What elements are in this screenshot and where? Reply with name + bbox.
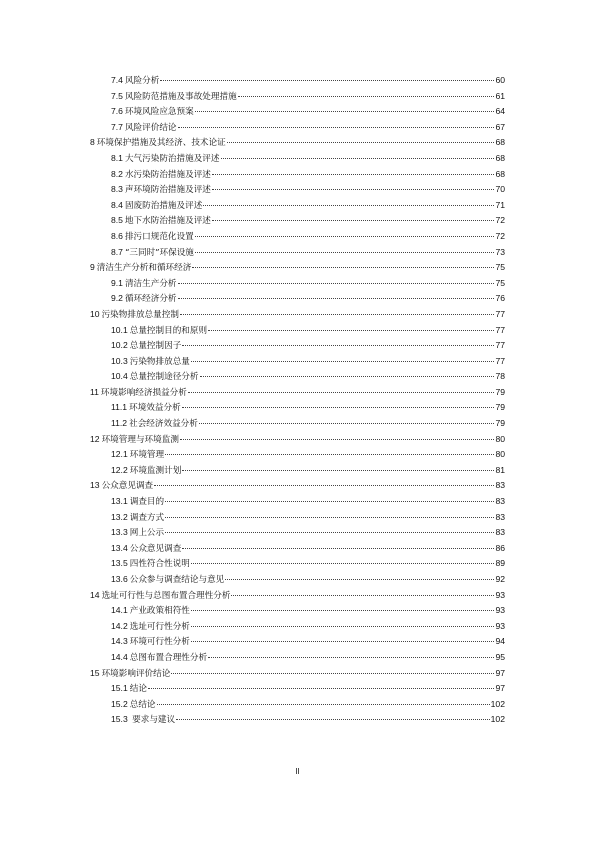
dot-leader bbox=[191, 563, 495, 564]
toc-entry-text: 环境保护措施及其经济、技术论证 bbox=[96, 138, 226, 149]
dot-leader bbox=[171, 673, 494, 674]
toc-entry-title bbox=[111, 338, 181, 355]
dot-leader bbox=[165, 532, 494, 533]
toc-entry-number: 14.3 bbox=[111, 636, 128, 647]
toc-entry-title bbox=[111, 323, 207, 340]
dot-leader bbox=[191, 361, 495, 362]
toc-entry[interactable] bbox=[90, 681, 505, 697]
toc-entry[interactable] bbox=[90, 213, 505, 229]
toc-entry-number: 9 bbox=[90, 262, 95, 273]
dot-leader bbox=[178, 298, 495, 299]
toc-entry-page: 89 bbox=[495, 558, 505, 569]
toc-entry-number: 10.3 bbox=[111, 355, 128, 366]
toc-entry-title bbox=[111, 89, 237, 106]
toc-entry-text: 总量控制因子 bbox=[129, 341, 182, 352]
toc-entry-number: 15.1 bbox=[111, 683, 128, 694]
toc-entry-number: 8.7 bbox=[111, 246, 123, 257]
toc-entry-number: 8.4 bbox=[111, 199, 123, 210]
toc-entry-title bbox=[111, 73, 159, 90]
toc-entry-text: 清洁生产分析和循环经济 bbox=[96, 263, 192, 274]
toc-entry[interactable] bbox=[90, 229, 505, 245]
toc-entry[interactable] bbox=[90, 697, 505, 713]
toc-entry[interactable] bbox=[90, 556, 505, 572]
toc-entry-page: 79 bbox=[495, 402, 505, 413]
toc-entry-text: 环境管理 bbox=[129, 450, 165, 461]
toc-entry-title bbox=[111, 354, 190, 371]
toc-entry[interactable] bbox=[90, 135, 505, 151]
toc-entry-page: 61 bbox=[495, 90, 505, 101]
toc-entry-text: 环境影响经济损益分析 bbox=[100, 387, 187, 398]
toc-entry-number: 7.4 bbox=[111, 75, 123, 85]
toc-entry-title bbox=[90, 385, 187, 402]
toc-entry-title bbox=[111, 245, 194, 262]
toc-entry-text: 水污染防治措施及评述 bbox=[124, 169, 211, 180]
toc-entry-title bbox=[111, 634, 190, 651]
toc-entry-page: 72 bbox=[495, 215, 505, 226]
page-number: II bbox=[295, 767, 300, 776]
toc-entry-page: 93 bbox=[495, 605, 505, 616]
toc-entry-page: 60 bbox=[495, 75, 505, 85]
dot-leader bbox=[182, 470, 494, 471]
dot-leader bbox=[191, 610, 495, 611]
toc-entry-number: 10.4 bbox=[111, 371, 128, 382]
toc-entry-title bbox=[111, 182, 211, 199]
toc-entry-number: 10 bbox=[90, 308, 100, 319]
toc-entry-page: 75 bbox=[495, 262, 505, 273]
toc-entry-title bbox=[111, 603, 190, 620]
toc-entry-page: 72 bbox=[495, 230, 505, 241]
toc-entry-title bbox=[111, 681, 147, 698]
toc-entry-title bbox=[111, 291, 177, 308]
toc-entry[interactable] bbox=[90, 385, 505, 401]
toc-entry-page: 76 bbox=[495, 293, 505, 304]
dot-leader bbox=[182, 345, 494, 346]
toc-entry-title bbox=[90, 432, 179, 449]
toc-entry[interactable] bbox=[90, 603, 505, 619]
toc-entry-page: 83 bbox=[495, 527, 505, 538]
dot-leader bbox=[203, 205, 494, 206]
toc-entry-text: 调查方式 bbox=[129, 512, 165, 523]
toc-entry-title bbox=[111, 151, 220, 168]
toc-entry-page: 102 bbox=[490, 698, 505, 709]
toc-entry-page: 83 bbox=[495, 480, 505, 491]
toc-entry-title bbox=[90, 307, 179, 324]
toc-entry-text: 环境效益分析 bbox=[129, 403, 181, 414]
toc-entry-text: 公众意见调查 bbox=[129, 543, 182, 554]
toc-entry-page: 93 bbox=[495, 589, 505, 600]
toc-entry[interactable] bbox=[90, 104, 505, 120]
toc-entry-page: 79 bbox=[495, 386, 505, 397]
toc-entry[interactable] bbox=[90, 712, 505, 728]
toc-entry-text: 风险防范措施及事故处理措施 bbox=[124, 91, 237, 102]
toc-entry-title bbox=[90, 260, 191, 277]
toc-entry-number: 15.2 bbox=[111, 698, 128, 709]
toc-entry-page: 71 bbox=[495, 199, 505, 210]
toc-entry[interactable] bbox=[90, 245, 505, 261]
toc-entry-title bbox=[111, 229, 194, 246]
dot-leader bbox=[238, 96, 495, 97]
toc-entry-page: 92 bbox=[495, 574, 505, 584]
dot-leader bbox=[178, 283, 495, 284]
toc-entry-text: 社会经济效益分析 bbox=[129, 419, 198, 430]
toc-entry-text: 网上公示 bbox=[129, 528, 165, 539]
toc-entry[interactable] bbox=[90, 650, 505, 666]
dot-leader bbox=[212, 174, 495, 175]
toc-entry-number: 12.2 bbox=[111, 464, 128, 475]
toc-entry-title bbox=[111, 276, 177, 293]
dot-leader bbox=[165, 501, 494, 502]
toc-entry-page: 68 bbox=[495, 152, 505, 163]
dot-leader bbox=[221, 158, 495, 159]
toc-entry-text: 固废防治措施及评述 bbox=[124, 200, 203, 211]
toc-entry-number: 15.3 bbox=[111, 714, 131, 725]
toc-entry-number: 10.2 bbox=[111, 340, 128, 351]
toc-entry-title bbox=[111, 104, 194, 121]
dot-leader bbox=[176, 719, 490, 720]
toc-entry-text: 声环境防治措施及评述 bbox=[124, 185, 211, 196]
toc-entry-title bbox=[90, 478, 153, 495]
toc-entry[interactable] bbox=[90, 151, 505, 167]
toc-entry-number: 14.4 bbox=[111, 651, 128, 662]
dot-leader bbox=[160, 80, 494, 81]
toc-entry-text: 大气污染防治措施及评述 bbox=[124, 153, 220, 164]
toc-entry[interactable] bbox=[90, 323, 505, 339]
toc-entry[interactable] bbox=[90, 89, 505, 105]
dot-leader bbox=[191, 641, 495, 642]
toc-entry[interactable] bbox=[90, 510, 505, 526]
toc-entry-text: 环境监测计划 bbox=[129, 465, 182, 476]
toc-entry-number: 12.1 bbox=[111, 449, 128, 460]
toc-entry-page: 75 bbox=[495, 277, 505, 288]
toc-entry-page: 97 bbox=[495, 667, 505, 678]
toc-entry-number: 13.3 bbox=[111, 527, 128, 538]
toc-entry-number: 15 bbox=[90, 667, 100, 678]
toc-entry-number: 13.1 bbox=[111, 496, 128, 507]
toc-entry-number: 14.1 bbox=[111, 605, 128, 616]
toc-entry-number: 11.2 bbox=[111, 418, 128, 429]
toc-entry-page: 73 bbox=[495, 246, 505, 257]
toc-entry-page: 68 bbox=[495, 137, 505, 148]
toc-entry[interactable] bbox=[90, 167, 505, 183]
dot-leader bbox=[180, 439, 495, 440]
toc-entry[interactable] bbox=[90, 198, 505, 214]
toc-entry[interactable] bbox=[90, 478, 505, 494]
toc-entry[interactable] bbox=[90, 182, 505, 198]
toc-entry-number: 7.7 bbox=[111, 121, 123, 132]
toc-entry-title bbox=[90, 666, 170, 683]
toc-entry-title bbox=[111, 619, 190, 636]
dot-leader bbox=[195, 111, 495, 112]
toc-entry[interactable] bbox=[90, 634, 505, 650]
toc-entry-title bbox=[111, 463, 181, 480]
toc-entry-page: 77 bbox=[495, 355, 505, 366]
toc-entry-title bbox=[111, 541, 181, 558]
toc-entry-page: 81 bbox=[495, 464, 505, 475]
toc-entry[interactable] bbox=[90, 73, 505, 89]
dot-leader bbox=[148, 688, 495, 689]
toc-entry-text: 要求与建议 bbox=[132, 715, 176, 726]
toc-entry-title bbox=[111, 712, 175, 729]
toc-entry-title bbox=[111, 510, 164, 527]
dot-leader bbox=[208, 330, 494, 331]
toc-entry-number: 9.1 bbox=[111, 277, 123, 288]
toc-entry[interactable] bbox=[90, 432, 505, 448]
toc-entry-text: 环境影响评价结论 bbox=[101, 668, 171, 679]
toc-entry[interactable] bbox=[90, 260, 505, 276]
toc-entry-title bbox=[111, 494, 164, 511]
toc-entry-title bbox=[111, 697, 156, 714]
toc-entry-page: 68 bbox=[495, 168, 505, 179]
dot-leader bbox=[188, 392, 495, 393]
toc-entry-text: 产业政策相符性 bbox=[129, 606, 190, 617]
toc-entry-number: 9.2 bbox=[111, 293, 123, 304]
toc-entry-text: 污染物排放总量 bbox=[129, 356, 190, 367]
toc-entry-text: 公众意见调查 bbox=[101, 481, 154, 492]
dot-leader bbox=[180, 314, 495, 315]
dot-leader bbox=[191, 626, 495, 627]
toc-entry[interactable] bbox=[90, 494, 505, 510]
toc-entry[interactable] bbox=[90, 291, 505, 307]
toc-entry[interactable] bbox=[90, 666, 505, 682]
toc-entry-text: 总量控制目的和原则 bbox=[129, 325, 208, 336]
toc-entry-number: 13.5 bbox=[111, 558, 128, 569]
toc-entry-page: 80 bbox=[495, 449, 505, 460]
toc-entry-title bbox=[111, 198, 202, 215]
toc-entry-page: 93 bbox=[495, 620, 505, 631]
toc-entry-text: “三同时”环保设施 bbox=[124, 247, 194, 258]
dot-leader bbox=[178, 127, 495, 128]
toc-entry-title bbox=[111, 650, 207, 667]
toc-entry[interactable] bbox=[90, 572, 505, 588]
toc-entry-title bbox=[111, 556, 190, 573]
toc-entry-page: 77 bbox=[495, 324, 505, 335]
toc-entry-text: 选址可行性与总图布置合理性分析 bbox=[101, 590, 231, 601]
toc-entry[interactable] bbox=[90, 120, 505, 136]
table-of-contents bbox=[90, 73, 505, 728]
toc-entry-text: 调查目的 bbox=[129, 497, 165, 508]
dot-leader bbox=[208, 657, 494, 658]
toc-entry-text: 风险评价结论 bbox=[124, 122, 177, 133]
toc-entry-title bbox=[111, 447, 164, 464]
toc-entry-text: 循环经济分析 bbox=[124, 294, 177, 305]
toc-entry[interactable] bbox=[90, 525, 505, 541]
toc-entry[interactable] bbox=[90, 619, 505, 635]
toc-entry-title bbox=[111, 120, 177, 137]
toc-entry-page: 97 bbox=[495, 683, 505, 694]
toc-entry-number: 13.4 bbox=[111, 542, 128, 553]
dot-leader bbox=[199, 423, 495, 424]
toc-entry-title bbox=[90, 588, 230, 605]
toc-entry-title bbox=[111, 400, 181, 417]
toc-entry-number: 8.3 bbox=[111, 184, 123, 195]
toc-entry-text: 环境风险应急预案 bbox=[124, 107, 194, 118]
toc-entry-title bbox=[111, 525, 164, 542]
toc-entry-title bbox=[111, 167, 211, 184]
toc-entry-text: 总结论 bbox=[129, 699, 156, 710]
dot-leader bbox=[212, 220, 495, 221]
toc-entry-text: 结论 bbox=[129, 684, 147, 695]
toc-entry-title bbox=[111, 416, 198, 433]
dot-leader bbox=[182, 548, 494, 549]
dot-leader bbox=[225, 579, 494, 580]
toc-entry-text: 总图布置合理性分析 bbox=[129, 652, 208, 663]
toc-entry[interactable] bbox=[90, 369, 505, 385]
toc-entry[interactable] bbox=[90, 400, 505, 416]
toc-entry-page: 78 bbox=[495, 371, 505, 382]
toc-entry[interactable] bbox=[90, 307, 505, 323]
dot-leader bbox=[195, 252, 495, 253]
toc-entry-page: 64 bbox=[495, 106, 505, 117]
toc-entry-number: 10.1 bbox=[111, 324, 128, 335]
toc-entry-text: 地下水防治措施及评述 bbox=[124, 216, 211, 227]
toc-entry-number: 8.1 bbox=[111, 152, 123, 163]
toc-entry[interactable] bbox=[90, 463, 505, 479]
toc-entry-number: 7.6 bbox=[111, 106, 123, 117]
dot-leader bbox=[157, 704, 490, 705]
dot-leader bbox=[192, 267, 494, 268]
dot-leader bbox=[200, 376, 495, 377]
toc-entry[interactable] bbox=[90, 447, 505, 463]
toc-entry-page: 79 bbox=[495, 418, 505, 429]
toc-entry-page: 70 bbox=[495, 184, 505, 195]
toc-entry-number: 8.5 bbox=[111, 215, 123, 226]
toc-entry-number: 14 bbox=[90, 589, 100, 600]
dot-leader bbox=[165, 517, 494, 518]
toc-entry-page: 95 bbox=[495, 651, 505, 662]
toc-entry-title bbox=[111, 213, 211, 230]
toc-entry-page: 102 bbox=[490, 714, 505, 725]
toc-entry-title bbox=[111, 369, 199, 386]
toc-entry-number: 14.2 bbox=[111, 620, 128, 631]
toc-entry-number: 7.5 bbox=[111, 90, 123, 101]
toc-entry-number: 8 bbox=[90, 137, 95, 148]
toc-entry[interactable] bbox=[90, 541, 505, 557]
toc-entry[interactable] bbox=[90, 338, 505, 354]
toc-entry-page: 67 bbox=[495, 121, 505, 132]
dot-leader bbox=[212, 189, 495, 190]
toc-entry-text: 清洁生产分析 bbox=[124, 278, 177, 289]
toc-entry-number: 13.6 bbox=[111, 574, 128, 584]
toc-entry[interactable] bbox=[90, 354, 505, 370]
toc-entry-text: 环境可行性分析 bbox=[129, 637, 190, 648]
toc-entry-text: 排污口规范化设置 bbox=[124, 231, 194, 242]
toc-entry-page: 77 bbox=[495, 308, 505, 319]
toc-entry[interactable] bbox=[90, 588, 505, 604]
toc-entry-page: 94 bbox=[495, 636, 505, 647]
toc-entry-title bbox=[111, 572, 224, 589]
toc-entry-text: 公众参与调查结论与意见 bbox=[129, 575, 225, 585]
toc-entry-number: 11.1 bbox=[111, 402, 128, 413]
dot-leader bbox=[154, 485, 494, 486]
toc-entry-title bbox=[90, 135, 226, 152]
toc-entry[interactable] bbox=[90, 416, 505, 432]
dot-leader bbox=[227, 142, 495, 143]
toc-entry-page: 86 bbox=[495, 542, 505, 553]
toc-entry-page: 83 bbox=[495, 496, 505, 507]
dot-leader bbox=[195, 236, 495, 237]
toc-entry-page: 83 bbox=[495, 511, 505, 522]
toc-entry-text: 环境管理与环境监测 bbox=[101, 434, 179, 445]
toc-entry[interactable] bbox=[90, 276, 505, 292]
toc-entry-text: 污染物排放总量控制 bbox=[101, 309, 179, 320]
toc-entry-number: 13.2 bbox=[111, 511, 128, 522]
toc-entry-text: 选址可行性分析 bbox=[129, 621, 190, 632]
dot-leader bbox=[182, 407, 495, 408]
toc-entry-text: 四性符合性说明 bbox=[129, 559, 190, 570]
dot-leader bbox=[165, 454, 494, 455]
toc-entry-number: 12 bbox=[90, 433, 100, 444]
toc-entry-number: 8.2 bbox=[111, 168, 123, 179]
toc-entry-text: 总量控制途径分析 bbox=[129, 372, 199, 383]
toc-entry-page: 80 bbox=[495, 433, 505, 444]
toc-entry-text: 风险分析 bbox=[124, 76, 160, 86]
toc-entry-number: 11 bbox=[90, 386, 99, 397]
dot-leader bbox=[231, 595, 494, 596]
toc-entry-number: 8.6 bbox=[111, 230, 123, 241]
toc-entry-page: 77 bbox=[495, 340, 505, 351]
toc-entry-number: 13 bbox=[90, 480, 100, 491]
